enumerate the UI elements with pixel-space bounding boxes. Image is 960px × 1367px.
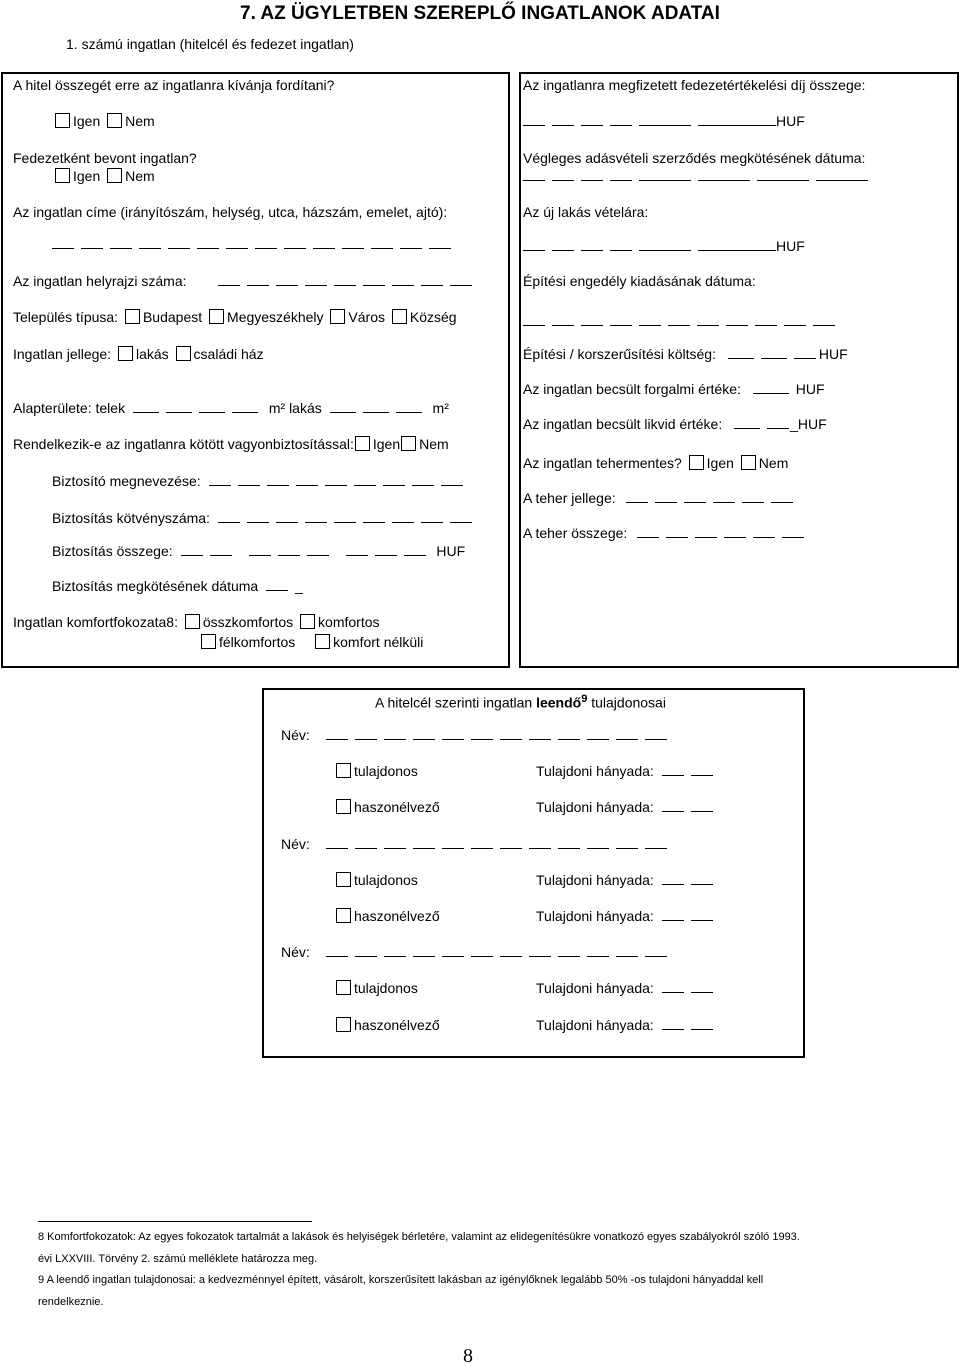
biztosito-row: Biztosító megnevezése: — [52, 473, 470, 489]
owner-2-tulajdonos: tulajdonos — [333, 872, 418, 888]
megyeszekhely-checkbox[interactable] — [209, 309, 224, 324]
teher-osszeg-input[interactable] — [637, 525, 659, 538]
vagyon-igen-checkbox[interactable] — [355, 436, 370, 451]
tehermentes-nem-checkbox[interactable] — [741, 455, 756, 470]
owner-3-haszonelvezo: haszonélvező — [333, 1017, 440, 1033]
owner-3-tulajdonos: tulajdonos — [333, 980, 418, 996]
felkomfortos-checkbox[interactable] — [201, 634, 216, 649]
dij-row: HUF — [523, 113, 805, 129]
telepules-row: Település típusa: Budapest Megyeszékhely Város Község — [13, 309, 457, 325]
fordit-options: Igen Nem — [52, 113, 155, 129]
dij-input[interactable] — [523, 113, 545, 126]
osszkomfortos-checkbox[interactable] — [185, 614, 200, 629]
q-adasveteli: Végleges adásvételi szerződés megkötésének dátuma: — [523, 150, 866, 166]
forgalmi-input[interactable] — [753, 381, 789, 394]
owner-1-name-row: Név: — [281, 727, 674, 743]
section-title: 7. AZ ÜGYLETBEN SZEREPLŐ INGATLANOK ADATAI — [240, 3, 720, 24]
owner-1-hanyada-1: Tulajdoni hányada: — [536, 763, 720, 779]
biztosito-input[interactable] — [209, 473, 231, 486]
kotveny-row: Biztosítás kötvényszáma: — [52, 510, 479, 526]
owner-3-name-input[interactable] — [326, 944, 348, 957]
owner-1-tulajdonos: tulajdonos — [333, 763, 418, 779]
komfortos-checkbox[interactable] — [300, 614, 315, 629]
q-cim: Az ingatlan címe (irányítószám, helység, utca, házszám, emelet, ajtó): — [13, 204, 448, 220]
owner-2-tulajdonos-checkbox[interactable] — [336, 872, 351, 887]
likvid-row: Az ingatlan becsült likvid értéke: _HUF — [523, 416, 827, 432]
owner-2-haszonelvezo-checkbox[interactable] — [336, 908, 351, 923]
adasveteli-input-blanks[interactable] — [523, 168, 875, 184]
hrsz-input-blanks[interactable] — [218, 273, 479, 289]
q-vetelar: Az új lakás vételára: — [523, 204, 649, 220]
owner-3-tulajdonos-checkbox[interactable] — [336, 980, 351, 995]
forgalmi-row: Az ingatlan becsült forgalmi értéke: HUF — [523, 381, 825, 397]
varos-checkbox[interactable] — [330, 309, 345, 324]
footnote-9-line-2: rendelkeznie. — [38, 1296, 104, 1308]
fedezet-options: Igen Nem — [52, 168, 155, 184]
owner-2-name-input[interactable] — [326, 836, 348, 849]
vagyon-row: Rendelkezik-e az ingatlanra kötött vagyonbiztosítással: Igen Nem — [13, 436, 449, 452]
fordit-nem-checkbox[interactable] — [107, 113, 122, 128]
engedely-input-blanks[interactable] — [523, 313, 842, 329]
kotveny-input[interactable] — [218, 510, 240, 523]
owner-1-tulajdonos-checkbox[interactable] — [336, 763, 351, 778]
owner-3-hanyada-2: Tulajdoni hányada: — [536, 1017, 720, 1033]
bizt-datum-row: Biztosítás megkötésének dátuma _ — [52, 578, 303, 594]
property-subtitle: 1. számú ingatlan (hitelcél és fedezet ingatlan) — [66, 36, 354, 52]
teher-jelleg-input[interactable] — [626, 490, 648, 503]
komfort-row-2: félkomfortos komfort nélküli — [198, 634, 423, 650]
koltseg-input[interactable] — [728, 346, 754, 359]
footnote-8-line-1: 8 Komfortfokozatok: Az egyes fokozatok tartalmát a lakások és helyiségek bérletére, valamint az elidegenítésükre vonatkozó egyes szabályokról szóló 1993. — [38, 1231, 800, 1243]
tehermentes-row: Az ingatlan tehermentes? Igen Nem — [523, 455, 789, 471]
owner-2-hanyada-1: Tulajdoni hányada: — [536, 872, 720, 888]
owner-2-hanyada-2: Tulajdoni hányada: — [536, 908, 720, 924]
fedezet-nem-checkbox[interactable] — [107, 168, 122, 183]
bizt-osszeg-input[interactable] — [181, 543, 203, 556]
owner-2-name-row: Név: — [281, 836, 674, 852]
owner-3-haszonelvezo-checkbox[interactable] — [336, 1017, 351, 1032]
page-number: 8 — [463, 1345, 473, 1367]
owner-2-haszonelvezo: haszonélvező — [333, 908, 440, 924]
owner-3-hanyada-1: Tulajdoni hányada: — [536, 980, 720, 996]
jelleg-row: Ingatlan jellege: lakás családi ház — [13, 346, 264, 362]
kozseg-checkbox[interactable] — [392, 309, 407, 324]
bizt-osszeg-row: Biztosítás összege: HUF — [52, 543, 466, 559]
owner-3-name-row: Név: — [281, 944, 674, 960]
owner-1-haszonelvezo: haszonélvező — [333, 799, 440, 815]
alapterulet-row: Alapterülete: telek m² lakás m² — [13, 400, 449, 416]
owner-1-hanyada-2: Tulajdoni hányada: — [536, 799, 720, 815]
lakas-area-input[interactable] — [330, 400, 356, 413]
fordit-igen-checkbox[interactable] — [55, 113, 70, 128]
budapest-checkbox[interactable] — [125, 309, 140, 324]
q-hrsz: Az ingatlan helyrajzi száma: — [13, 273, 187, 289]
q-dij: Az ingatlanra megfizetett fedezetértékelési díj összege: — [523, 77, 866, 93]
q-fordit: A hitel összegét erre az ingatlanra kívánja fordítani? — [13, 77, 335, 93]
owner-1-haszonelvezo-checkbox[interactable] — [336, 799, 351, 814]
komfort-nelkuli-checkbox[interactable] — [315, 634, 330, 649]
koltseg-row: Építési / korszerűsítési költség: HUF — [523, 346, 848, 362]
likvid-input[interactable] — [734, 416, 760, 429]
vetelar-row: HUF — [523, 238, 805, 254]
vetelar-input[interactable] — [523, 238, 545, 251]
footnote-9-line-1: 9 A leendő ingatlan tulajdonosai: a kedvezménnyel épített, vásárolt, korszerűsített lakásban az igénylőknek legalább 50% -os tulajdoni hányaddal kell — [38, 1274, 764, 1286]
cim-input-blanks[interactable] — [52, 236, 458, 252]
fedezet-igen-checkbox[interactable] — [55, 168, 70, 183]
bizt-datum-input[interactable] — [266, 578, 288, 591]
vagyon-nem-checkbox[interactable] — [401, 436, 416, 451]
teher-jelleg-row: A teher jellege: — [523, 490, 800, 506]
lakas-checkbox[interactable] — [118, 346, 133, 361]
footnote-separator — [38, 1221, 312, 1222]
telek-input[interactable] — [133, 400, 159, 413]
footnote-8-line-2: évi LXXVIII. Törvény 2. számú melléklete határozza meg. — [38, 1253, 318, 1265]
q-engedely: Építési engedély kiadásának dátuma: — [523, 273, 756, 289]
tehermentes-igen-checkbox[interactable] — [689, 455, 704, 470]
q-fedezet: Fedezetként bevont ingatlan? — [13, 150, 197, 166]
csaladi-haz-checkbox[interactable] — [176, 346, 191, 361]
komfort-row: Ingatlan komfortfokozata8: összkomfortos komfortos — [13, 614, 380, 630]
teher-osszeg-row: A teher összege: — [523, 525, 811, 541]
owners-title: A hitelcél szerinti ingatlan leendő$^9$ tulajdonosai — [375, 693, 666, 711]
owner-1-name-input[interactable] — [326, 727, 348, 740]
